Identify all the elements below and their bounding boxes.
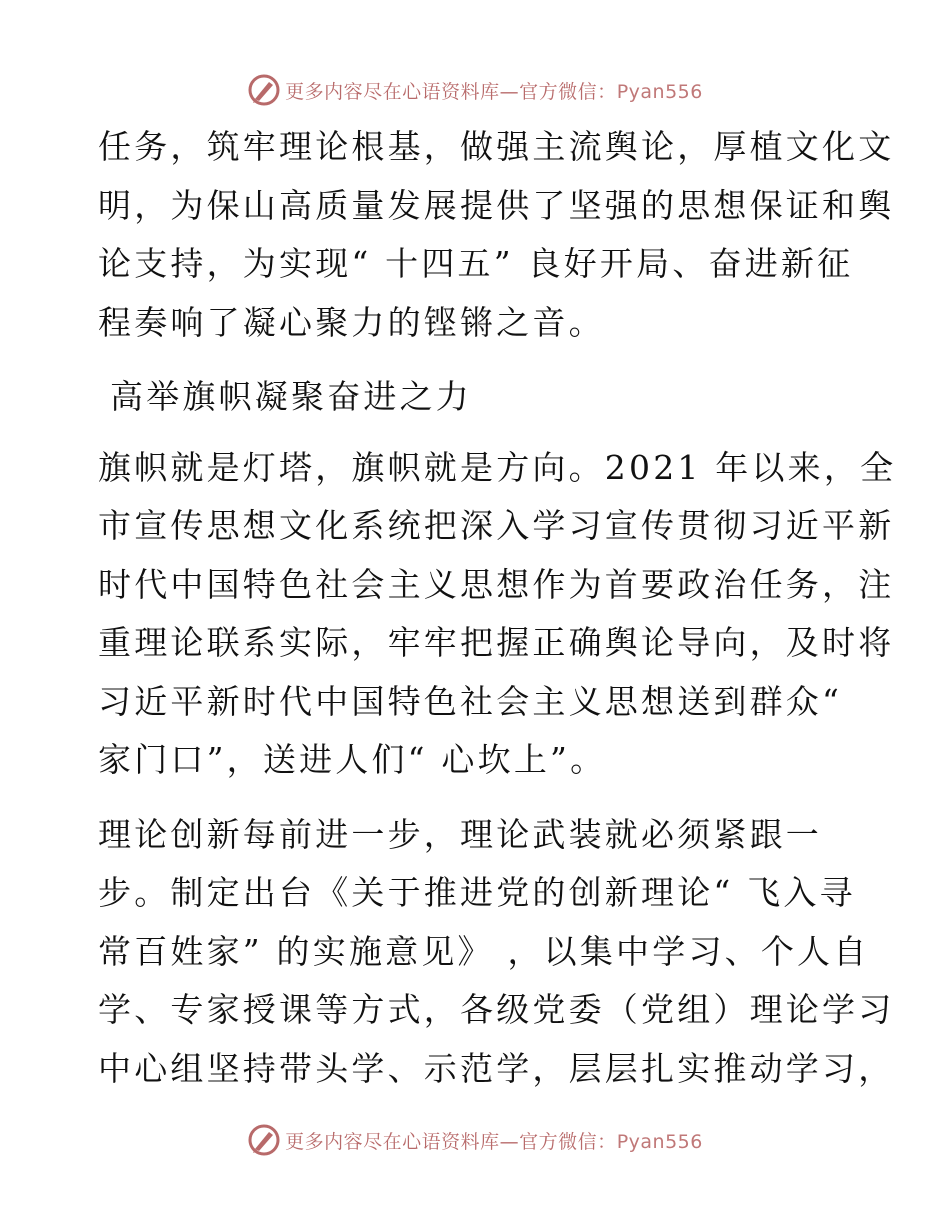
footer-watermark <box>0 1120 950 1160</box>
text-line: 旗帜就是灯塔，旗帜就是方向。2021 年以来，全 <box>98 447 897 487</box>
text-line: 市宣传思想文化系统把深入学习宣传贯彻习近平新 <box>98 506 895 545</box>
watermark-text: 更多内容尽在心语资料库—官方微信：Pyan556 <box>285 80 703 103</box>
text-line: 步。制定出台《关于推进党的创新理论“ 飞入寻 <box>98 873 856 912</box>
paragraph <box>98 118 895 352</box>
text-line: 重理论联系实际，牢牢把握正确舆论导向，及时将 <box>98 623 895 662</box>
paragraph <box>98 806 895 1099</box>
text-line: 习近平新时代中国特色社会主义思想送到群众“ <box>98 681 843 721</box>
text-line: 中心组坚持带头学、示范学，层层扎实推动学习， <box>98 1048 895 1088</box>
pen-circle-icon <box>247 1123 281 1157</box>
document-body <box>98 118 897 1114</box>
text-line: 学、专家授课等方式，各级党委（党组）理论学习 <box>98 990 895 1029</box>
text-line: 论支持，为实现“ 十四五” 良好开局、奋进新征 <box>98 244 854 283</box>
pen-circle-icon <box>247 73 281 107</box>
text-line: 家门口”，送进人们“ 心坎上”。 <box>98 740 607 779</box>
text-line: 明，为保山高质量发展提供了坚强的思想保证和舆 <box>98 185 895 225</box>
paragraph <box>98 439 897 790</box>
section-heading: 高举旗帜凝聚奋进之力 <box>110 377 472 416</box>
text-line: 任务，筑牢理论根基，做强主流舆论，厚植文化文 <box>98 127 895 166</box>
watermark-text: 更多内容尽在心语资料库—官方微信：Pyan556 <box>285 1130 703 1153</box>
text-line: 时代中国特色社会主义思想作为首要政治任务，注 <box>98 564 895 604</box>
text-line: 理论创新每前进一步，理论武装就必须紧跟一 <box>98 814 822 854</box>
text-line: 程奏响了凝心聚力的铿锵之音。 <box>98 302 605 342</box>
header-watermark <box>0 70 950 110</box>
text-line: 常百姓家” 的实施意见》 ，以集中学习、个人自 <box>98 931 870 971</box>
